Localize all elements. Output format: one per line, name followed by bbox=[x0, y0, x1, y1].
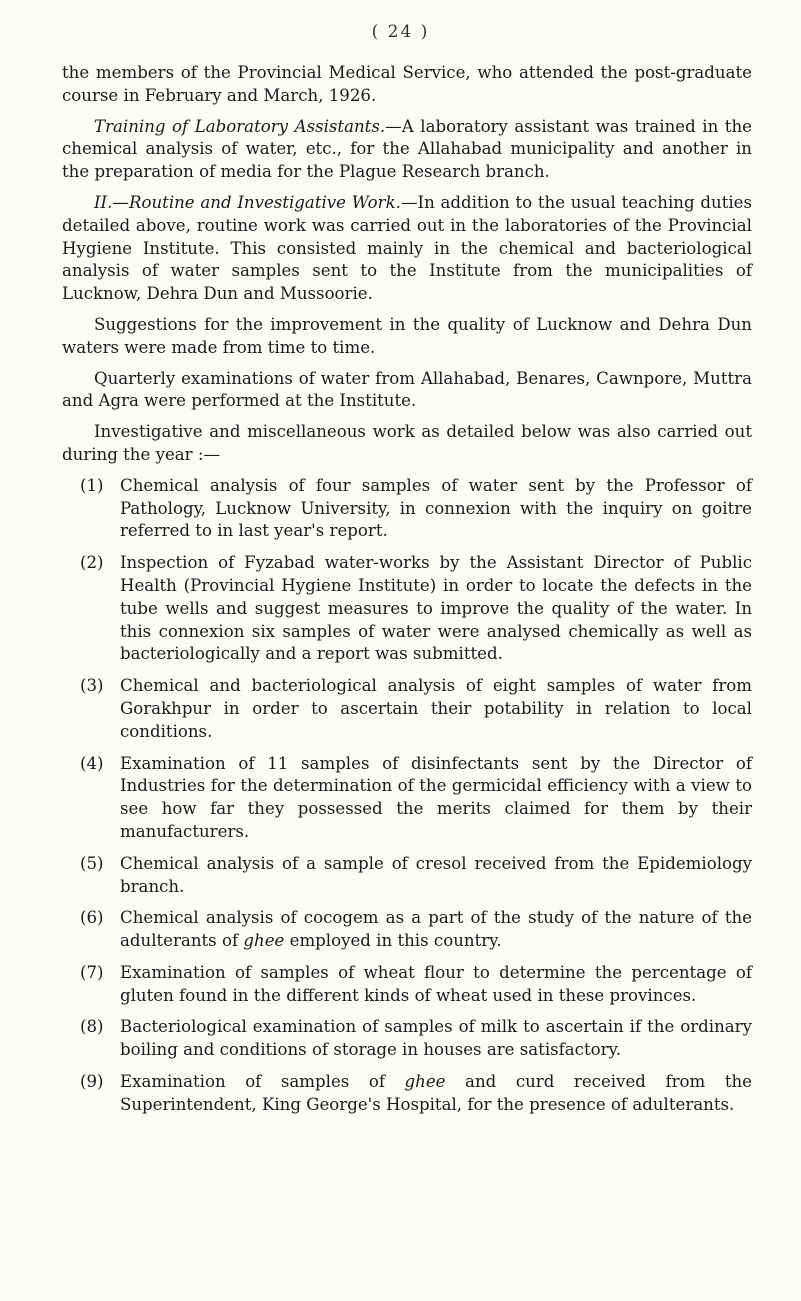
quarterly-paragraph: Quarterly examinations of water from Allahabad, Benares, Cawnpore, Muttra and Agra were performed at the Institute. bbox=[62, 368, 752, 411]
routine-heading: II.—Routine and Investigative Work. bbox=[94, 192, 401, 212]
list-item bbox=[62, 475, 752, 543]
training-heading: Training of Laboratory Assistants. bbox=[94, 116, 386, 136]
list-item bbox=[62, 753, 752, 844]
list-item-text-end: and curd received from the Superintendent, King George's Hospital, for the presence of adulterants. bbox=[120, 1072, 752, 1114]
list-item bbox=[62, 1071, 752, 1117]
list-item-text-start: Chemical analysis of cocogem as a part of the study of the nature of the adulterants of bbox=[120, 908, 752, 951]
list-item-number: (8) bbox=[80, 1017, 104, 1037]
list-item-number: (5) bbox=[80, 853, 104, 873]
list-item-number: (1) bbox=[80, 475, 104, 495]
intro-paragraph: the members of the Provincial Medical Service, who attended the post-graduate course in February and March, 1926. bbox=[62, 63, 752, 105]
list-item-text: Bacteriological examination of samples of milk to ascertain if the ordinary boiling and conditions of storage in houses are satisfactory. bbox=[120, 1017, 752, 1060]
ghee-term: ghee bbox=[404, 1072, 446, 1092]
list-item-number: (7) bbox=[80, 962, 104, 982]
list-item-text bbox=[120, 1072, 752, 1114]
list-item-text-start: Examination of samples of bbox=[120, 1072, 405, 1092]
investigative-paragraph: Investigative and miscellaneous work as detailed below was also carried out during the year :— bbox=[62, 422, 752, 464]
list-item bbox=[62, 962, 752, 1008]
routine-body: —In addition to the usual teaching duties detailed above, routine work was carried out in the laboratories of the Provincial Hygiene Institute. This consisted mainly in the chemical and bacteriological analysis of water samples sent to the Institute from the municipalities of Lucknow, Dehra Dun and Mussoorie. bbox=[62, 192, 752, 304]
list-item-number: (9) bbox=[80, 1072, 104, 1092]
list-item bbox=[62, 907, 752, 953]
list-item-text: Inspection of Fyzabad water-works by the Assistant Director of Public Health (Provincial Hygiene Institute) in order to locate the defects in the tube wells and suggest measures to improve the quality of the water. In this connexion six samples of water were analysed chemically as well as bacteriologically and a report was submitted. bbox=[120, 553, 752, 664]
list-item bbox=[62, 853, 752, 899]
routine-paragraph bbox=[62, 192, 752, 306]
list-item-number: (3) bbox=[80, 676, 104, 696]
list-item bbox=[62, 552, 752, 666]
list-item-number: (4) bbox=[80, 753, 104, 773]
list-item-number: (2) bbox=[80, 553, 104, 573]
ghee-term: ghee bbox=[243, 931, 285, 951]
list-item-text: Chemical and bacteriological analysis of eight samples of water from Gorakhpur in order to ascertain their potability in relation to local conditions. bbox=[120, 676, 752, 741]
list-item-text: Examination of 11 samples of disinfectants sent by the Director of Industries for the determination of the germicidal efficiency with a view to see how far they possessed the merits claimed for them by their manufacturers. bbox=[120, 753, 752, 841]
body-text bbox=[62, 62, 752, 1126]
list-item-text-end: employed in this country. bbox=[284, 931, 502, 951]
list-item-text: Chemical analysis of a sample of cresol received from the Epidemiology branch. bbox=[120, 853, 752, 896]
suggestions-paragraph: Suggestions for the improvement in the quality of Lucknow and Dehra Dun waters were made from time to time. bbox=[62, 314, 752, 357]
list-item-text: Examination of samples of wheat flour to determine the percentage of gluten found in the different kinds of wheat used in these provinces. bbox=[120, 962, 752, 1005]
training-body: —A laboratory assistant was trained in the chemical analysis of water, etc., for the Allahabad municipality and another in the preparation of media for the Plague Research branch. bbox=[62, 116, 752, 182]
list-item-text: Chemical analysis of four samples of water sent by the Professor of Pathology, Lucknow University, in connexion with the inquiry on goitre referred to in last year's report. bbox=[120, 475, 752, 541]
list-item bbox=[62, 675, 752, 743]
training-paragraph bbox=[62, 116, 752, 184]
list-item-text bbox=[120, 908, 752, 950]
list-item bbox=[62, 1016, 752, 1062]
page-number: ( 24 ) bbox=[371, 22, 430, 42]
list-item-number: (6) bbox=[80, 908, 104, 928]
